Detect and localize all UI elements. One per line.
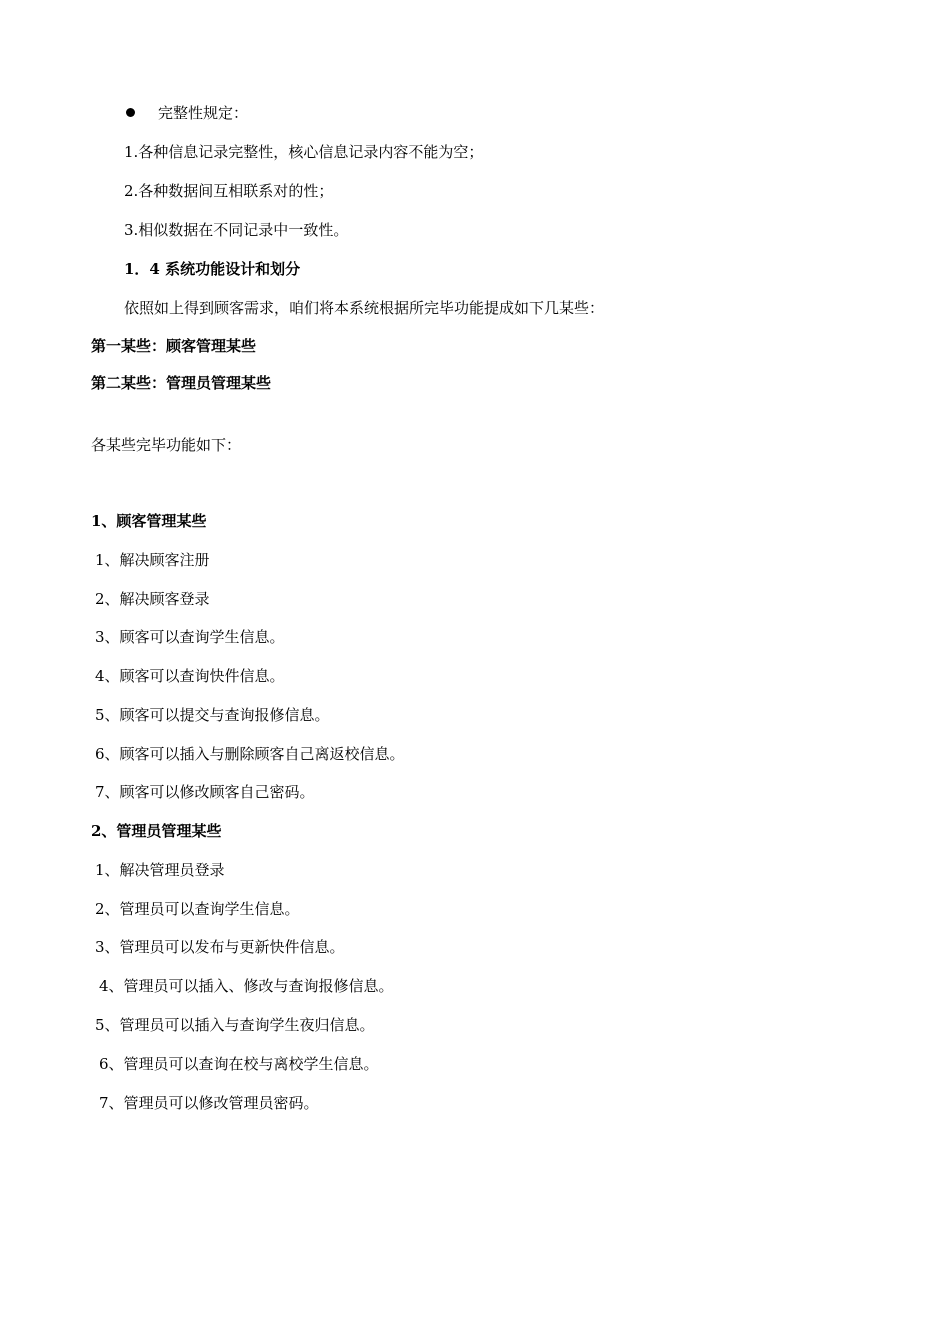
part-one-heading: 第一某些：顾客管理某些 (91, 337, 257, 355)
functions-intro: 各某些完毕功能如下： (91, 436, 242, 454)
admin-function-item: 2、管理员可以查询学生信息。 (95, 900, 300, 918)
integrity-item: 2.各种数据间互相联系对的性； (124, 182, 334, 200)
admin-function-item: 3、管理员可以发布与更新快件信息。 (95, 938, 345, 956)
integrity-bullet-label: 完整性规定： (158, 104, 249, 122)
admin-function-item: 6、管理员可以查询在校与离校学生信息。 (99, 1055, 379, 1073)
customer-function-item: 4、顾客可以查询快件信息。 (95, 667, 285, 685)
customer-function-item: 5、顾客可以提交与查询报修信息。 (95, 706, 330, 724)
admin-function-item: 4、管理员可以插入、修改与查询报修信息。 (99, 977, 394, 995)
customer-function-item: 2、解决顾客登录 (95, 590, 210, 608)
admin-function-item: 7、管理员可以修改管理员密码。 (99, 1094, 319, 1112)
customer-function-item: 3、顾客可以查询学生信息。 (95, 628, 285, 646)
section-heading: 1．4 系统功能设计和划分 (124, 260, 301, 278)
integrity-item: 1.各种信息记录完整性，核心信息记录内容不能为空； (124, 143, 484, 161)
bullet-dot-icon (126, 108, 135, 117)
customer-function-item: 1、解决顾客注册 (95, 551, 210, 569)
admin-section-title: 2、管理员管理某些 (91, 822, 222, 840)
customer-section-title: 1、顾客管理某些 (91, 512, 207, 530)
admin-function-item: 5、管理员可以插入与查询学生夜归信息。 (95, 1016, 375, 1034)
intro-paragraph: 依照如上得到顾客需求，咱们将本系统根据所完毕功能提成如下几某些： (124, 299, 605, 317)
customer-function-item: 7、顾客可以修改顾客自己密码。 (95, 783, 315, 801)
admin-function-item: 1、解决管理员登录 (95, 861, 225, 879)
part-two-heading: 第二某些：管理员管理某些 (91, 374, 272, 392)
customer-function-item: 6、顾客可以插入与删除顾客自己离返校信息。 (95, 745, 405, 763)
integrity-item: 3.相似数据在不同记录中一致性。 (124, 221, 349, 239)
